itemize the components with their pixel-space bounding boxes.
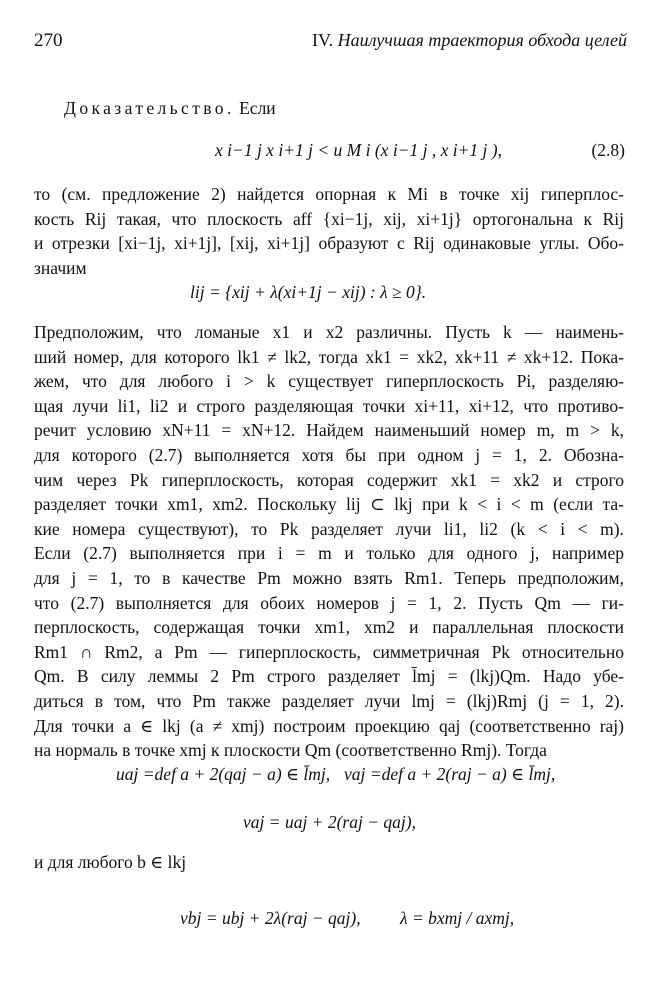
text-line: Rm1 ∩ Rm2, а Pm — гиперплоскость, симметричная Pk относительно bbox=[34, 641, 624, 662]
formula-2-8: x i−1 j x i+1 j < u M i (x i−1 j , x i+1 j ), bbox=[215, 140, 502, 160]
text-line: для j = 1, то в качестве Pm можно взять Rm1. Теперь предположим, bbox=[34, 567, 624, 588]
text-line: чим через Pk гиперплоскость, которая содержит xk1 = xk2 и строго bbox=[34, 469, 624, 490]
formula-v-definition: vaj =def a + 2(raj − a) ∈ l̄mj, bbox=[344, 764, 556, 784]
formula-lambda: λ = bxmj / axmj, bbox=[400, 908, 515, 928]
paragraph-1 bbox=[34, 182, 624, 280]
chapter-number: IV. bbox=[311, 30, 334, 50]
formula-ray-definition: lij = {xij + λ(xi+1j − xij) : λ ≥ 0}. bbox=[190, 282, 427, 302]
text-line: на нормаль в точке xmj к плоскости Qm (соответственно Rmj). Тогда bbox=[34, 740, 547, 761]
formula-v-relation: vaj = uaj + 2(raj − qaj), bbox=[243, 812, 416, 832]
text-line: и для любого b ∈ lkj bbox=[34, 852, 187, 872]
text-line: значим bbox=[34, 257, 87, 278]
text-line: Предположим, что ломаные x1 и x2 различны. Пусть k — наимень- bbox=[34, 322, 624, 342]
text-line: кие номера существуют), то Pk разделяет лучи li1, li2 (k < i < m). bbox=[34, 518, 624, 539]
text-line: Если (2.7) выполняется при i = m и только для одного j, например bbox=[34, 543, 624, 564]
text-line: что (2.7) выполняется для обоих номеров j = 1, 2. Пусть Qm — ги- bbox=[34, 592, 624, 613]
text-line: Для точки a ∈ lkj (a ≠ xmj) построим проекцию qaj (соответственно raj) bbox=[34, 715, 624, 736]
equation-number-2-8: (2.8) bbox=[591, 140, 625, 160]
text-line: перплоскость, содержащая точки xm1, xm2 и параллельная плоскости bbox=[34, 617, 624, 638]
proof-intro-text: Если bbox=[239, 98, 276, 118]
text-line: диться в том, что Pm также разделяет лучи lmj = (lkj)Rmj (j = 1, 2). bbox=[34, 690, 624, 711]
text-line: Qm. В силу леммы 2 Pm строго разделяет l̄mj = (lkj)Qm. Надо убе- bbox=[34, 666, 624, 687]
text-line: кость Rij такая, что плоскость aff {xi−1j, xij, xi+1j} ортогональна к Rij bbox=[34, 208, 624, 229]
text-line: для которого (2.7) выполняется хотя бы при одном j = 1, 2. Обозна- bbox=[34, 444, 624, 465]
chapter-title: Наилучшая траектория обхода целей bbox=[337, 30, 627, 50]
text-line: речит условию xN+11 = xN+12. Найдем наименьший номер m, m > k, bbox=[34, 420, 624, 441]
proof-intro bbox=[34, 96, 624, 121]
text-line: щая лучи li1, li2 и строго разделяющая точки xi+11, xi+12, что противо- bbox=[34, 395, 624, 416]
text-line: то (см. предложение 2) найдется опорная к Mi в точке xij гиперплос- bbox=[34, 184, 624, 204]
proof-label: Доказательство. bbox=[64, 98, 235, 118]
paragraph-2 bbox=[34, 320, 624, 763]
paragraph-3 bbox=[34, 850, 624, 875]
formula-vb: vbj = ubj + 2λ(raj − qaj), bbox=[180, 908, 361, 928]
text-line: ший номер, для которого lk1 ≠ lk2, тогда xk1 = xk2, xk+11 ≠ xk+12. Пока- bbox=[34, 346, 624, 367]
text-line: жем, что для любого i > k существует гиперплоскость Pi, разделяю- bbox=[34, 371, 624, 392]
formula-u-definition: uaj =def a + 2(qaj − a) ∈ l̄mj, bbox=[116, 764, 331, 784]
text-line: и отрезки [xi−1j, xi+1j], [xij, xi+1j] образуют с Rij одинаковые углы. Обо- bbox=[34, 233, 624, 254]
running-header bbox=[312, 30, 627, 51]
page-number: 270 bbox=[34, 30, 63, 51]
text-line: разделяет точки xm1, xm2. Поскольку lij ⊂ lkj при k < i < m (если та- bbox=[34, 494, 624, 515]
